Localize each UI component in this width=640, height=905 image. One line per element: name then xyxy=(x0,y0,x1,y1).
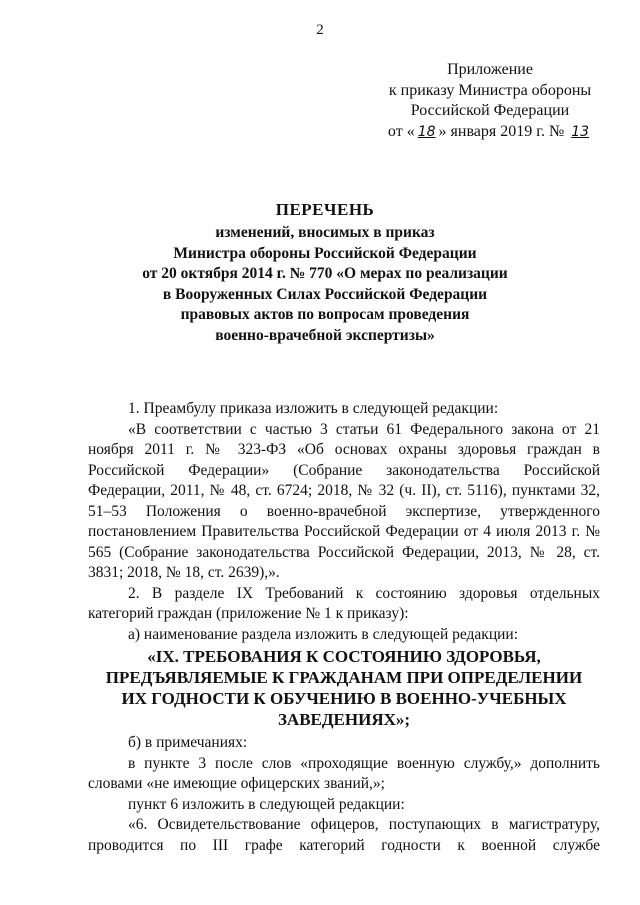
paragraph-2: 2. В разделе IX Требований к состоянию здоровья отдельных категорий граждан (приложение № 1 к приказу): xyxy=(88,584,600,622)
page-number: 2 xyxy=(316,22,324,38)
paragraph-point-6-text: «6. Освидетельствование офицеров, поступающих в магистратуру, проводится по III графе категорий годности к военной службе xyxy=(88,816,600,854)
title-line: от 20 октября 2014 г. № 770 «О мерах по реализации xyxy=(142,265,508,282)
heading-line: ИХ ГОДНОСТИ К ОБУЧЕНИЮ В ВОЕННО-УЧЕБНЫХ xyxy=(121,689,567,708)
paragraph-point-6: пункт 6 изложить в следующей редакции: xyxy=(128,795,405,813)
handwritten-number: 13 xyxy=(571,123,590,140)
annex-block xyxy=(370,60,610,142)
document-title xyxy=(70,200,580,346)
paragraph-preamble: «В соответствии с частью 3 статьи 61 Федерального закона от 21 ноября 2011 г. № 323-ФЗ «Об основах охраны здоровья граждан в Российской Федерации» (Собрание законодательства Российской Федерации, 2011, № 48, ст. 6724; 2018, № 32 (ч. II), ст. 5116), пунктами 32, 51–53 Положения о военно-врачебной экспертизе, утвержденного постановлением Правительства Российской Федерации от 4 июля 2013 г. № 565 (Собрание законодательства Российской Федерации, 2013, № 28, ст. 3831; 2018, № 18, ст. 2639),». xyxy=(88,420,600,581)
title-main: ПЕРЕЧЕНЬ xyxy=(275,200,375,219)
date-prefix: от « xyxy=(387,122,415,140)
annex-country: Российской Федерации xyxy=(410,102,570,119)
paragraph-1: 1. Преамбулу приказа изложить в следующей редакции: xyxy=(128,400,499,417)
document-body xyxy=(88,399,600,856)
paragraph-point-3: в пункте 3 после слов «проходящие военную службу,» дополнить словами «не имеющие офицерских званий,»; xyxy=(88,754,600,792)
paragraph-2a: а) наименование раздела изложить в следующей редакции: xyxy=(128,625,519,643)
title-line: правовых актов по вопросам проведения xyxy=(180,306,470,323)
section-heading xyxy=(88,646,600,730)
title-line: в Вооруженных Силах Российской Федерации xyxy=(162,285,488,303)
title-line: изменений, вносимых в приказ xyxy=(215,224,435,241)
annex-title: Приложение xyxy=(447,61,533,78)
heading-line: ЗАВЕДЕНИЯХ»; xyxy=(277,710,411,729)
heading-line: ПРЕДЪЯВЛЯЕМЫЕ К ГРАЖДАНАМ ПРИ ОПРЕДЕЛЕНИИ xyxy=(105,668,583,687)
annex-order-ref: к приказу Министра обороны xyxy=(388,81,592,99)
annex-date-line xyxy=(370,122,610,143)
paragraph-2b: б) в примечаниях: xyxy=(128,734,248,751)
title-line: Министра обороны Российской Федерации xyxy=(173,244,477,262)
handwritten-day: 18 xyxy=(417,123,436,140)
date-middle: » января 2019 г. № xyxy=(438,122,565,140)
title-line: военно-врачебной экспертизы» xyxy=(215,326,435,344)
heading-line: «IX. ТРЕБОВАНИЯ К СОСТОЯНИЮ ЗДОРОВЬЯ, xyxy=(147,647,541,666)
